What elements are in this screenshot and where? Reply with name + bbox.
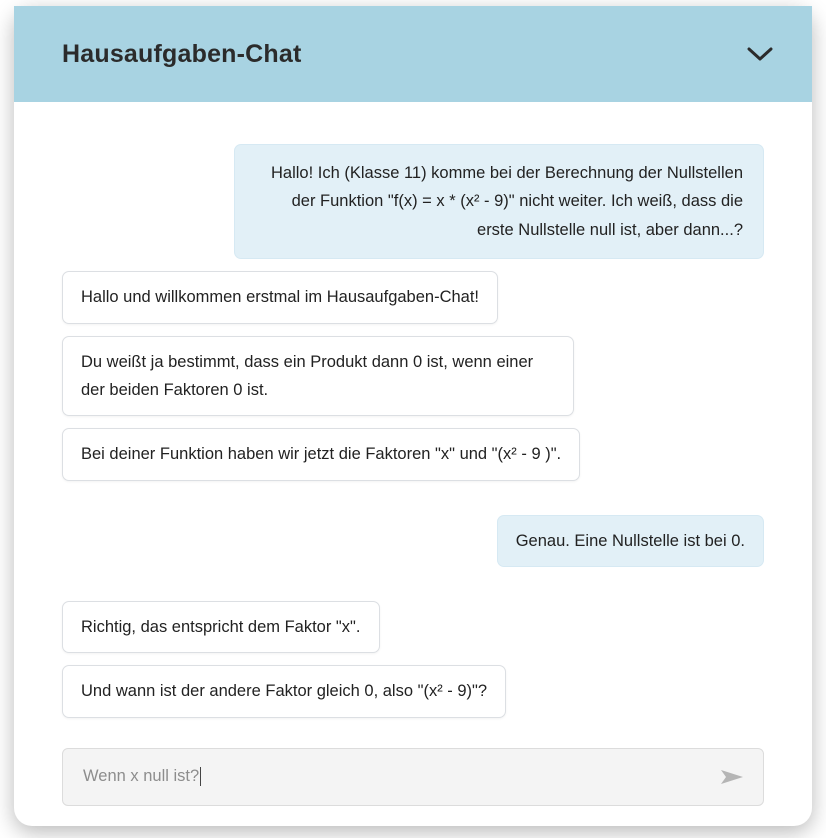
composer-bottom-spacer — [14, 806, 812, 826]
message-row-bot — [62, 601, 764, 653]
message-row-bot — [62, 428, 764, 480]
message-input-value-wrap — [83, 767, 201, 786]
message-input[interactable] — [62, 748, 764, 806]
message-bubble-user: Genau. Eine Nullstelle ist bei 0. — [497, 515, 764, 567]
message-bubble-bot: Bei deiner Funktion haben wir jetzt die Faktoren "x" und "(x² - 9 )". — [62, 428, 580, 480]
message-bubble-bot: Und wann ist der andere Faktor gleich 0, also "(x² - 9)"? — [62, 665, 506, 717]
message-bubble-bot: Du weißt ja bestimmt, dass ein Produkt dann 0 ist, wenn einer der beiden Faktoren 0 ist. — [62, 336, 574, 417]
composer-area — [14, 730, 812, 806]
message-row-user — [62, 144, 764, 259]
message-input-value: Wenn x null ist? — [83, 767, 200, 786]
message-bubble-bot: Hallo und willkommen erstmal im Hausaufgaben-Chat! — [62, 271, 498, 323]
chat-header — [14, 6, 812, 102]
message-bubble-user: Hallo! Ich (Klasse 11) komme bei der Berechnung der Nullstellen der Funktion "f(x) = x * (x² - 9)" nicht weiter. Ich weiß, dass die erste Nullstelle null ist, aber dann...? — [234, 144, 764, 259]
message-row-bot — [62, 271, 764, 323]
message-list — [14, 102, 812, 730]
message-row-bot — [62, 665, 764, 717]
chevron-down-icon[interactable] — [742, 36, 778, 72]
message-bubble-bot: Richtig, das entspricht dem Faktor "x". — [62, 601, 380, 653]
send-paper-plane-icon[interactable] — [717, 762, 747, 792]
text-caret — [200, 767, 201, 786]
page-title: Hausaufgaben-Chat — [62, 39, 302, 68]
chat-window — [14, 6, 812, 826]
message-row-user — [62, 515, 764, 567]
message-row-bot — [62, 336, 764, 417]
